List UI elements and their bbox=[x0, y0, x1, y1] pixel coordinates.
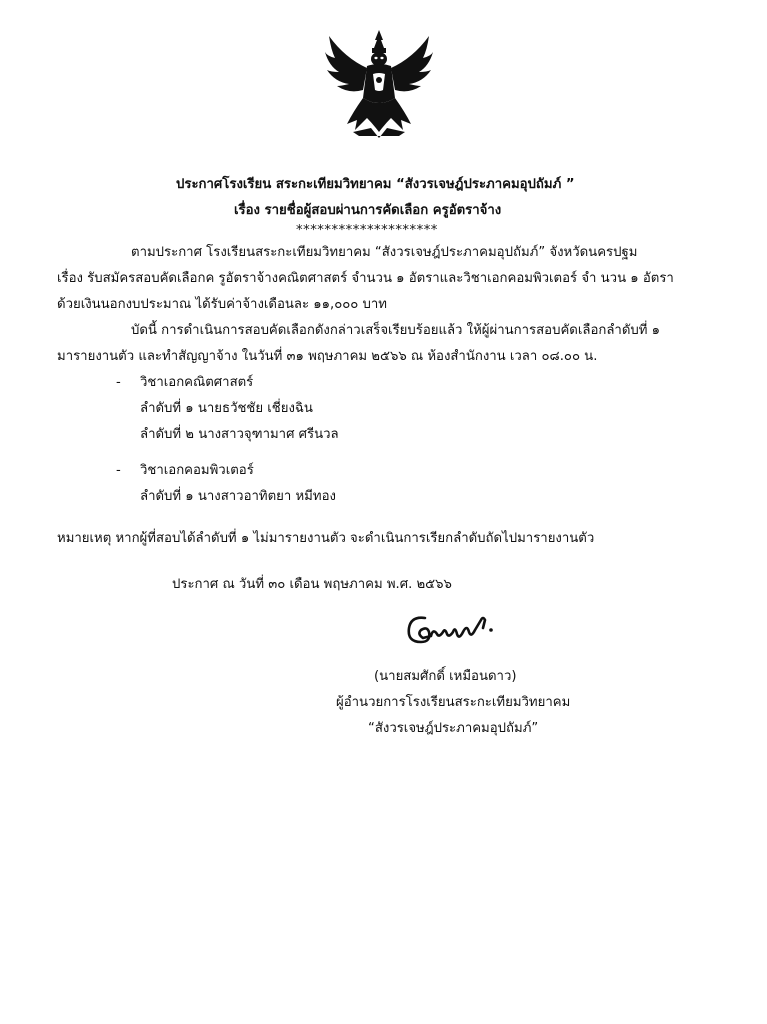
title-divider: ******************** bbox=[296, 223, 438, 238]
paragraph-1-line-2: เรื่อง รับสมัครสอบคัดเลือกค รูอัตราจ้างคณิตศาสตร์ จำนวน ๑ อัตราและวิชาเอกคอมพิวเตอร์ จำ นวน ๑ อัตรา bbox=[57, 271, 674, 286]
subject-name: วิชาเอกคอมพิวเตอร์ bbox=[140, 463, 254, 478]
paragraph-1-line-1: ตามประกาศ โรงเรียนสระกะเทียมวิทยาคม “สังวรเจษฎ์ประภาคมอุปถัมภ์” จังหวัดนครปฐม bbox=[131, 245, 638, 260]
title-line-2: เรื่อง รายชื่อผู้สอบผ่านการคัดเลือก ครูอัตราจ้าง bbox=[234, 203, 502, 218]
garuda-emblem-icon bbox=[323, 28, 435, 140]
handwritten-signature bbox=[403, 608, 503, 652]
subject-name: วิชาเอกคณิตศาสตร์ bbox=[140, 375, 254, 390]
paragraph-1-line-3: ด้วยเงินนอกงบประมาณ ได้รับค่าจ้างเดือนละ ๑๑,๐๐๐ บาท bbox=[57, 297, 388, 312]
rank-entry: ลำดับที่ ๑ นางสาวอาทิตยา หมีทอง bbox=[140, 489, 336, 504]
signatory-position: ผู้อำนวยการโรงเรียนสระกะเทียมวิทยาคม bbox=[336, 695, 571, 710]
signatory-name: (นายสมศักดิ์ เหมือนดาว) bbox=[374, 669, 517, 684]
rank-entry: ลำดับที่ ๒ นางสาวจุฑามาศ ศรีนวล bbox=[140, 427, 339, 442]
signatory-school: “สังวรเจษฎ์ประภาคมอุปถัมภ์” bbox=[368, 721, 539, 736]
title-line-1: ประกาศโรงเรียน สระกะเทียมวิทยาคม “สังวรเจษฎ์ประภาคมอุปถัมภ์ ” bbox=[176, 177, 575, 192]
subject-bullet: - bbox=[116, 375, 121, 390]
paragraph-2-line-2: มารายงานตัว และทำสัญญาจ้าง ในวันที่ ๓๑ พฤษภาคม ๒๕๖๖ ณ ห้องสำนักงาน เวลา ๐๘.๐๐ น. bbox=[57, 349, 598, 364]
rank-entry: ลำดับที่ ๑ นายธวัชชัย เชี่ยงฉิน bbox=[140, 401, 313, 416]
subject-bullet: - bbox=[116, 463, 121, 478]
note: หมายเหตุ หากผู้ที่สอบได้ลำดับที่ ๑ ไม่มารายงานตัว จะดำเนินการเรียกลำดับถัดไปมารายงานตัว bbox=[57, 531, 595, 546]
announce-date: ประกาศ ณ วันที่ ๓๐ เดือน พฤษภาคม พ.ศ. ๒๕๖๖ bbox=[172, 577, 452, 592]
paragraph-2-line-1: บัดนี้ การดำเนินการสอบคัดเลือกดังกล่าวเสร็จเรียบร้อยแล้ว ให้ผู้ผ่านการสอบคัดเลือกลำดับที่ ๑ bbox=[131, 323, 661, 338]
